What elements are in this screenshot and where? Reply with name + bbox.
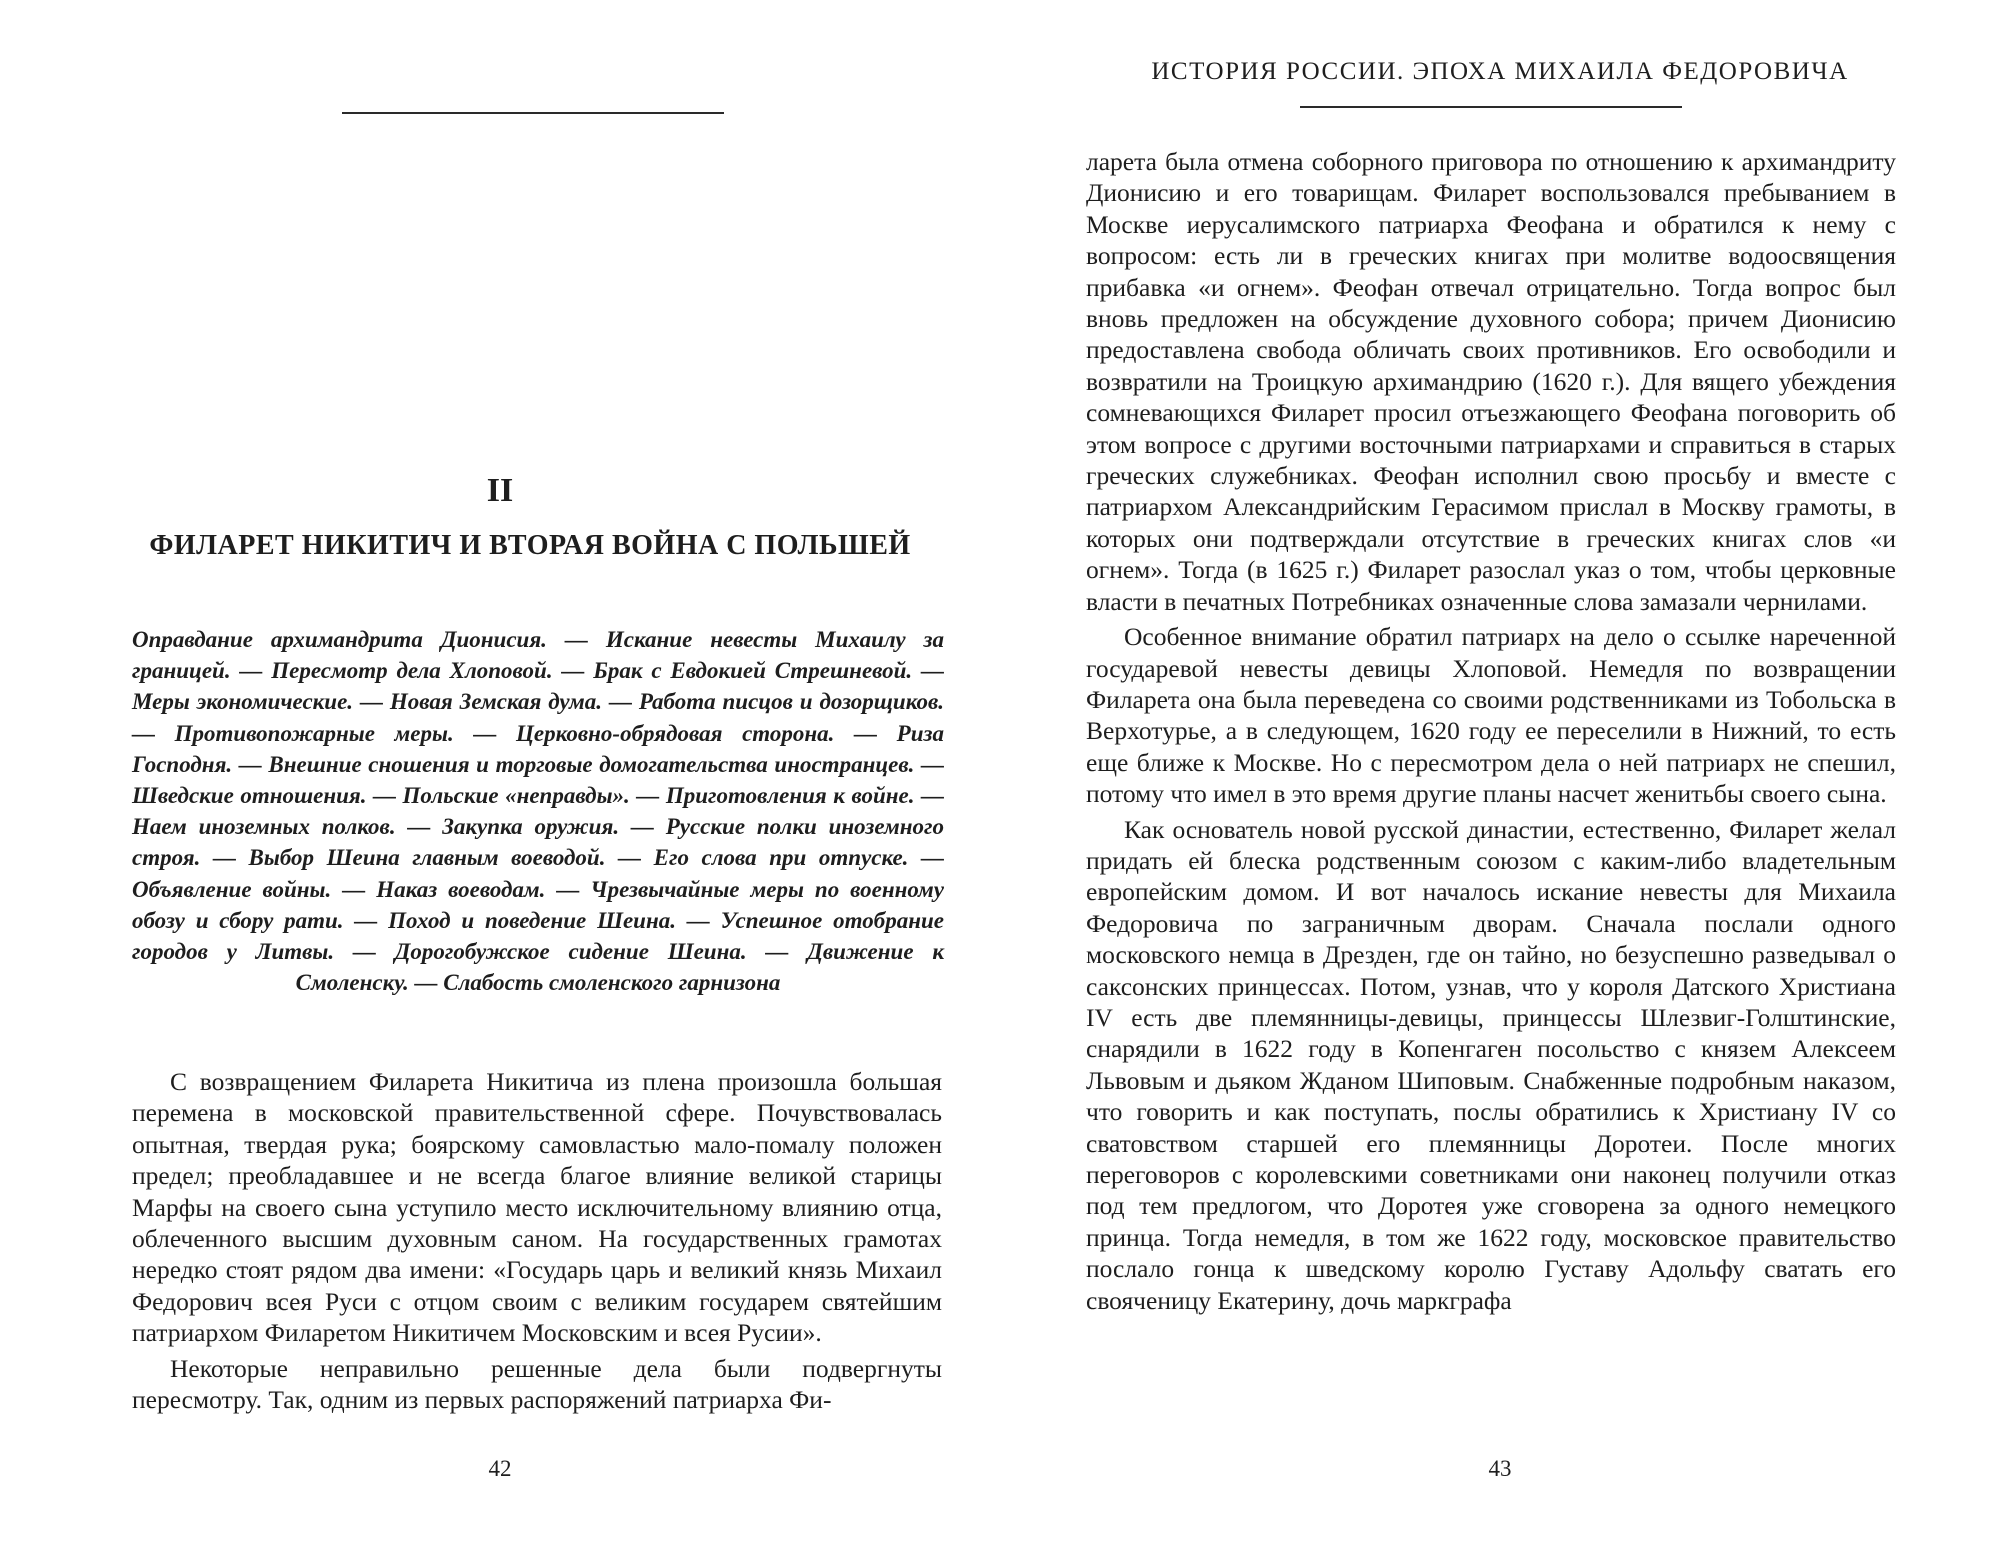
running-head: ИСТОРИЯ РОССИИ. ЭПОХА МИХАИЛА ФЕДОРОВИЧА [1151, 58, 1849, 85]
page-number: 42 [488, 1456, 512, 1481]
header-rule [1300, 106, 1682, 108]
page-number: 43 [1488, 1456, 1512, 1481]
paragraph: Особенное внимание обратил патриарх на дело о ссылке нареченной государевой невесты девицы Хлоповой. Немедля по возвращении Филарета она была переведена со своими родственниками из Тобольска в Верхотурье, а в следующем, 1620 году ее переселили в Нижний, то есть еще ближе к Москве. Но с пересмотром дела о ней патриарх не спешил, потому что имел в это время другие планы насчет женитьбы своего сына. [1086, 622, 1896, 809]
chapter-title: ФИЛАРЕТ НИКИТИЧ И ВТОРАЯ ВОЙНА С ПОЛЬШЕЙ [149, 530, 911, 561]
chapter-number: II [486, 472, 514, 509]
paragraph: Некоторые неправильно решенные дела были подвергнуты пересмотру. Так, одним из первых распоряжений патриарха Фи- [132, 1353, 942, 1415]
right-page [1000, 0, 2000, 1552]
paragraph: Как основатель новой русской династии, естественно, Филарет желал придать ей блеска родственным союзом с каким-либо владетельным европейским домом. И вот началось искание невесты для Михаила Федоровича по заграничным дворам. Сначала послали одного московского немца в Дрезден, где он тайно, но безуспешно разведывал о саксонских принцессах. Потом, узнав, что у короля Датского Христиана IV есть две племянницы-девицы, принцессы Шлезвиг-Голштинские, снарядили в 1622 году в Копенгаген посольство с князем Алексеем Львовым и дьяком Жданом Шиповым. Снабженные подробным наказом, что говорить и как поступать, послы обратились к Христиану IV со сватовством старшей его племянницы Доротеи. После многих переговоров с королевскими советниками они наконец получили отказ под тем предлогом, что Доротея уже сговорена за одного немецкого принца. Тогда немедля, в том же 1622 году, московское правительство послало гонца к шведскому королю Густаву Адольфу сватать его свояченицу Екатерину, дочь маркграфа [1086, 814, 1896, 1315]
body-text [1086, 146, 1896, 1320]
paragraph: ларета была отмена соборного приговора по отношению к архимандриту Дионисию и его товарищам. Филарет воспользовался пребыванием в Москве иерусалимского патриарха Феофана и обратился к нему с вопросом: есть ли в греческих книгах при молитве водоосвящения прибавка «и огнем». Феофан отвечал отрицательно. Тогда вопрос был вновь предложен на обсуждение духовного собора; причем Дионисию предоставлена свобода обличать своих противников. Его освободили и возвратили на Троицкую архимандрию (1620 г.). Для вящего убеждения сомневающихся Филарет просил отъезжающего Феофана поговорить об этом вопросе с другими восточными патриархами и справиться в старых греческих служебниках. Феофан исполнил свою просьбу и вместе с патриархом Александрийским Герасимом прислал в Москву грамоты, в которых они подтверждали отсутствие в греческих книгах слов «и огнем». Тогда (в 1625 г.) Филарет разослал указ о том, чтобы церковные власти в печатных Потребниках означенные слова замазали чернилами. [1086, 147, 1896, 616]
body-text [132, 1066, 942, 1419]
top-rule [342, 112, 724, 114]
paragraph: С возвращением Филарета Никитича из плена произошла большая перемена в московской правительственной сфере. Почувствовалась опытная, твердая рука; боярскому самовластью мало-помалу положен предел; преобладавшее и не всегда благое влияние великой старицы Марфы на своего сына уступило место исключительному влиянию отца, облеченного высшим духовным саном. На государственных грамотах нередко стоят рядом два имени: «Государь царь и великий князь Михаил Федорович всея Руси с отцом своим с великим государем святейшим патриархом Филаретом Никитичем Московским и всея Русии». [132, 1067, 942, 1348]
chapter-summary: Оправдание архимандрита Дионисия. — Искание невесты Михаилу за границей. — Пересмотр дела Хлоповой. — Брак с Евдокией Стрешневой. — Меры экономические. — Новая Земская дума. — Работа писцов и дозорщиков. — Противопожарные меры. — Церковно-обрядовая сторона. — Риза Господня. — Внешние сношения и торговые домогательства иностранцев. — Шведские отношения. — Польские «неправды». — Приготовления к войне. — Наем иноземных полков. — Закупка оружия. — Русские полки иноземного строя. — Выбор Шеина главным воеводой. — Его слова при отпуске. — Объявление войны. — Наказ воеводам. — Чрезвычайные меры по военному обозу и сбору рати. — Поход и поведение Шеина. — Успешное отобрание городов у Литвы. — Дорогобужское сидение Шеина. — Движение к Смоленску. — Слабость смоленского гарнизона [132, 627, 944, 996]
